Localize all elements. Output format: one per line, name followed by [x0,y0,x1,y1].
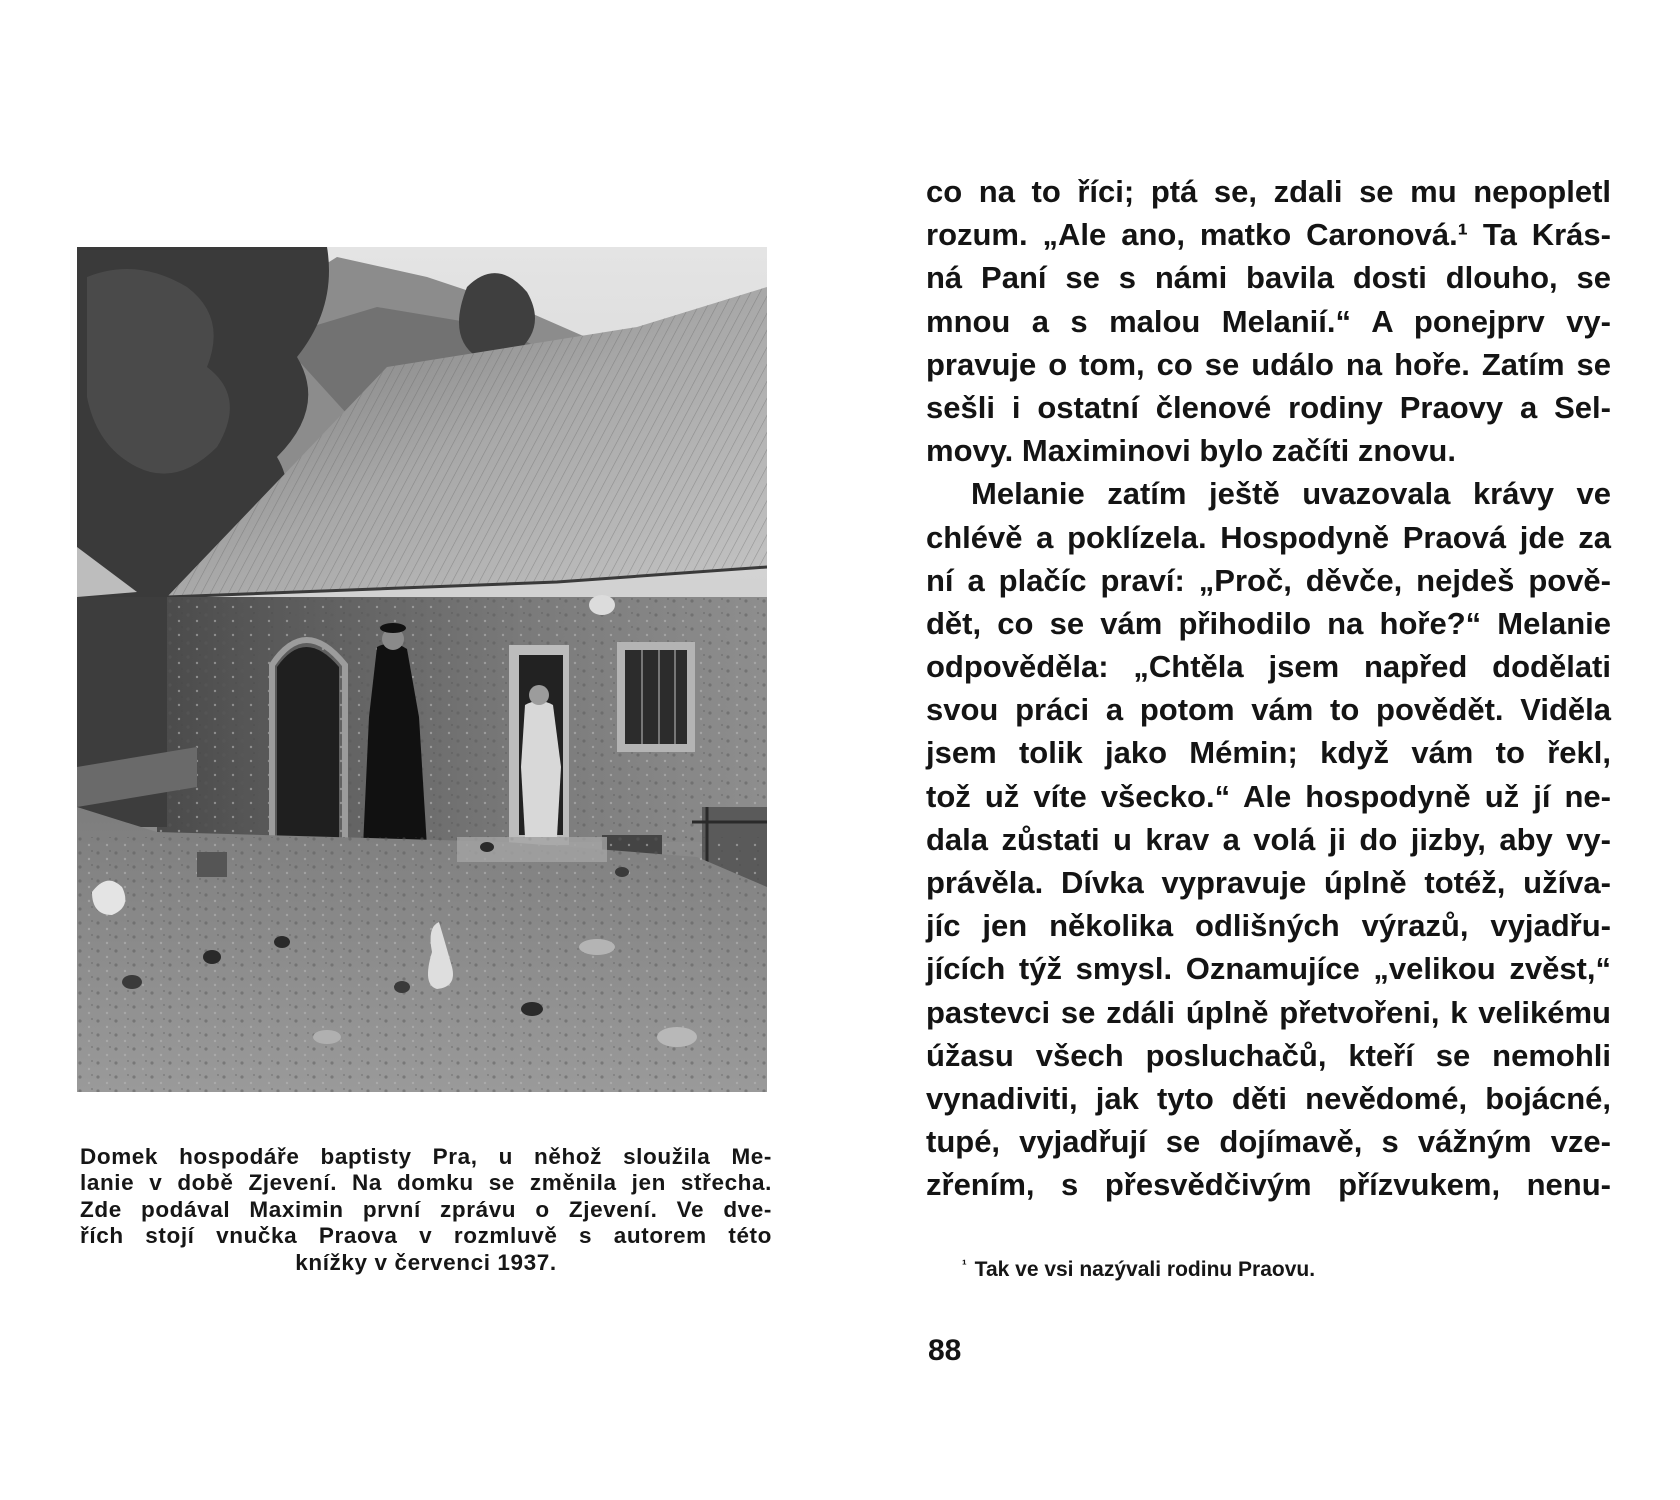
text-line: jsem tolik jako Mémin; když vám to řekl, [926,735,1611,771]
farmhouse-photo [77,247,767,1092]
footnote [962,1256,1315,1282]
text-line: pravuje o tom, co se událo na hoře. Zatím se [926,346,1611,382]
footnote-text: Tak ve vsi nazývali rodinu Praovu. [974,1258,1316,1281]
caption-line: knížky v červenci 1937. [295,1249,557,1275]
text-line: co na to říci; ptá se, zdali se mu nepopletl [926,174,1611,209]
text-line: rozum. „Ale ano, matko Caronová.¹ Ta Krás- [926,217,1611,253]
farmhouse-illustration [77,247,767,1092]
woman-figure [521,701,561,837]
text-line: svou práci a potom vám to povědět. Viděla [926,692,1611,728]
text-line: právěla. Dívka vypravuje úplně totéž, užíva- [926,865,1611,900]
text-line: dala zůstati u krav a volá ji do jizby, aby vy- [926,821,1611,857]
text-line: zřením, s přesvědčivým přízvukem, nenu- [926,1167,1611,1203]
text-line: ní a plačíc praví: „Proč, děvče, nejdeš pově- [926,562,1611,598]
text-line: mnou a s malou Melanií.“ A ponejprv vy- [926,303,1611,339]
text-line: Melanie zatím ještě uvazovala krávy ve [971,476,1611,512]
text-line: tož už víte všecko.“ Ale hospodyně už jí ne- [926,778,1611,814]
footnote-mark: ¹ [962,1256,967,1272]
text-line: sešli i ostatní členové rodiny Praovy a Sel- [926,389,1611,425]
window [625,650,687,744]
caption-line: Zde podával Maximin první zprávu o Zjevení. Ve dve- [80,1196,772,1222]
text-line: tupé, vyjadřují se dojímavě, s vážným vze- [926,1124,1611,1160]
caption-line: řích stojí vnučka Praova v rozmluvě s autorem této [80,1223,772,1249]
text-line: odpověděla: „Chtěla jsem napřed dodělati [926,649,1611,685]
text-line: chlévě a poklízela. Hospodyně Praová jde za [926,519,1611,555]
text-line: dět, co se vám přihodilo na hoře?“ Melanie [926,605,1611,641]
body-text [926,170,1611,1207]
text-line: úžasu všech posluchačů, kteří se nemohli [926,1037,1611,1073]
text-line: pastevci se zdáli úplně přetvořeni, k velikému [926,994,1611,1030]
text-line: vynadiviti, jak tyto děti nevědomé, bojácné, [926,1080,1611,1116]
caption-line: lanie v době Zjevení. Na domku se změnila jen střecha. [80,1170,772,1196]
page-number: 88 [928,1334,962,1367]
text-line: movy. Maximinovi bylo začíti znovu. [926,433,1456,469]
caption-line: Domek hospodáře baptisty Pra, u něhož sloužila Me- [80,1144,772,1169]
text-line: jíc jen několika odlišných výrazů, vyjadřu- [926,908,1611,944]
photo-caption [80,1144,772,1276]
text-line: ná Paní se s námi bavila dosti dlouho, se [926,260,1611,296]
arched-doorway [277,647,339,842]
text-line: jících týž smysl. Oznamujíce „velikou zvěst,“ [926,951,1611,987]
